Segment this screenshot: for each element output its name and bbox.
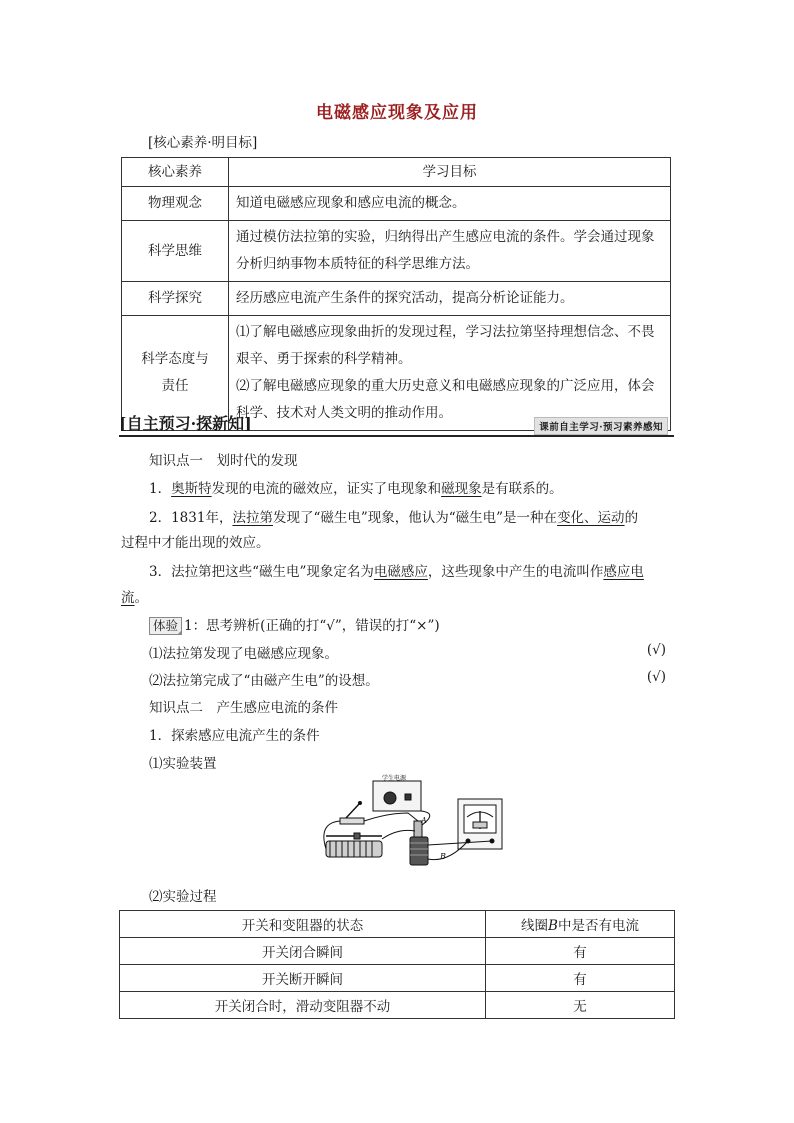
answer-mark: (√): [646, 669, 666, 685]
table-header-row: [122, 158, 671, 187]
tiyan-q2: [149, 669, 674, 689]
coil-a-label: A: [421, 816, 427, 825]
question-text: ⑵法拉第完成了“由磁产生电”的设想。: [149, 673, 379, 689]
text-run: 发现的电流的磁效应，证实了电现象和: [211, 481, 442, 497]
page-title: 电磁感应现象及应用: [316, 103, 478, 123]
goal-line: 艰辛、勇于探索的科学精神。: [236, 351, 412, 367]
result-cell: 无: [486, 992, 675, 1019]
category-line: 责任: [161, 378, 189, 394]
text-run: 1：思考辨析(正确的打“√”，错误的打“×”): [184, 618, 440, 634]
question-text: ⑴法拉第发现了电磁感应现象。: [149, 646, 338, 662]
section-title: [自主预习·探新知]: [119, 414, 252, 433]
section-header: [119, 411, 674, 437]
text-run: B: [548, 918, 558, 934]
power-knob: [384, 792, 396, 804]
text-run: 1．: [149, 481, 172, 497]
answer-blank: 磁现象: [441, 481, 482, 497]
row-category: 物理观念: [122, 187, 229, 221]
answer-mark: (√): [646, 642, 666, 658]
answer-blank: 电磁感应: [373, 564, 428, 580]
answer-blank: 感应电: [603, 564, 644, 580]
text-run: 是有联系的。: [481, 481, 563, 497]
row-goal: [229, 282, 671, 316]
answer-blank: 法拉第: [232, 510, 273, 526]
table-header-row: [120, 911, 675, 938]
answer-blank: 奥斯特: [171, 481, 212, 497]
goal-line: 经历感应电流产生条件的探究活动，提高分析论证能力。: [236, 290, 574, 306]
kp1-heading: 知识点一 划时代的发现: [149, 453, 298, 469]
table-row: [120, 992, 675, 1019]
switch: [340, 818, 364, 824]
goal-line: 知道电磁感应现象和感应电流的概念。: [236, 195, 466, 211]
table-row: [122, 187, 671, 221]
tiyan-badge: 体验: [149, 617, 182, 635]
tiyan-prompt: [149, 614, 440, 635]
state-cell: 开关断开瞬间: [120, 965, 486, 992]
header-core: 核心素养: [122, 158, 229, 187]
experiment-table: [119, 910, 675, 1019]
coil-b: [410, 837, 428, 865]
category-line: 科学态度与: [141, 351, 209, 367]
section-tag: 课前自主学习·预习素养感知: [534, 417, 668, 435]
row-goal: [229, 221, 671, 282]
goal-line: ⑵了解电磁感应现象的重大历史意义和电磁感应现象的广泛应用，体会: [236, 378, 655, 394]
kp1-item3: [149, 560, 644, 580]
row-goal: [229, 187, 671, 221]
state-cell: 开关闭合时，滑动变阻器不动: [120, 992, 486, 1019]
row-category: 科学探究: [122, 282, 229, 316]
result-cell: 有: [486, 965, 675, 992]
answer-blank: 变化、运动: [557, 510, 625, 526]
experiment-apparatus-figure: [318, 773, 514, 873]
core-label: [核心素养·明目标]: [148, 135, 258, 151]
text-run: 中是否有电流: [557, 918, 639, 934]
kp2-heading: 知识点二 产生感应电流的条件: [149, 700, 338, 716]
kp1-item3-cont: [121, 586, 148, 606]
text-run: 发现了“磁生电”现象，他认为“磁生电”是一种在: [272, 510, 558, 526]
kp1-item2-cont: 过程中才能出现的效应。: [121, 535, 270, 551]
kp1-item1: [149, 477, 563, 497]
text-run: 线圈: [521, 918, 549, 934]
answer-blank: 流: [121, 590, 135, 606]
goal-line: ⑴了解电磁感应现象曲折的发现过程，学习法拉第坚持理想信念、不畏: [236, 324, 655, 340]
table-row: [120, 938, 675, 965]
text-run: 3．法拉第把这些“磁生电”现象定名为: [149, 564, 374, 580]
header-state: 开关和变阻器的状态: [120, 911, 486, 938]
goal-line: 科学、技术对人类文明的推动作用。: [236, 405, 452, 421]
goal-line: 通过模仿法拉第的实验，归纳得出产生感应电流的条件。学会通过现象: [236, 229, 655, 245]
kp2-process: ⑵实验过程: [149, 889, 217, 905]
core-objectives-table: [121, 157, 671, 431]
header-result: [486, 911, 675, 938]
result-cell: 有: [486, 938, 675, 965]
text-run: 。: [134, 590, 148, 606]
text-run: 2．1831年，: [149, 510, 233, 526]
table-row: [122, 221, 671, 282]
text-run: ，这些现象中产生的电流叫作: [427, 564, 604, 580]
state-cell: 开关闭合瞬间: [120, 938, 486, 965]
kp2-sub1: 1．探索感应电流产生的条件: [149, 728, 320, 744]
header-goal: 学习目标: [229, 158, 671, 187]
power-supply: [373, 781, 421, 811]
table-row: [122, 282, 671, 316]
table-row: [120, 965, 675, 992]
kp1-item2: [149, 506, 638, 526]
kp2-setup: ⑴实验装置: [149, 756, 217, 772]
text-run: 的: [624, 510, 639, 526]
coil-b-label: B: [440, 852, 446, 861]
goal-line: 分析归纳事物本质特征的科学思维方法。: [236, 256, 479, 272]
power-supply-label: 学生电源: [382, 775, 407, 782]
row-category: 科学思维: [122, 221, 229, 282]
tiyan-q1: [149, 642, 674, 662]
